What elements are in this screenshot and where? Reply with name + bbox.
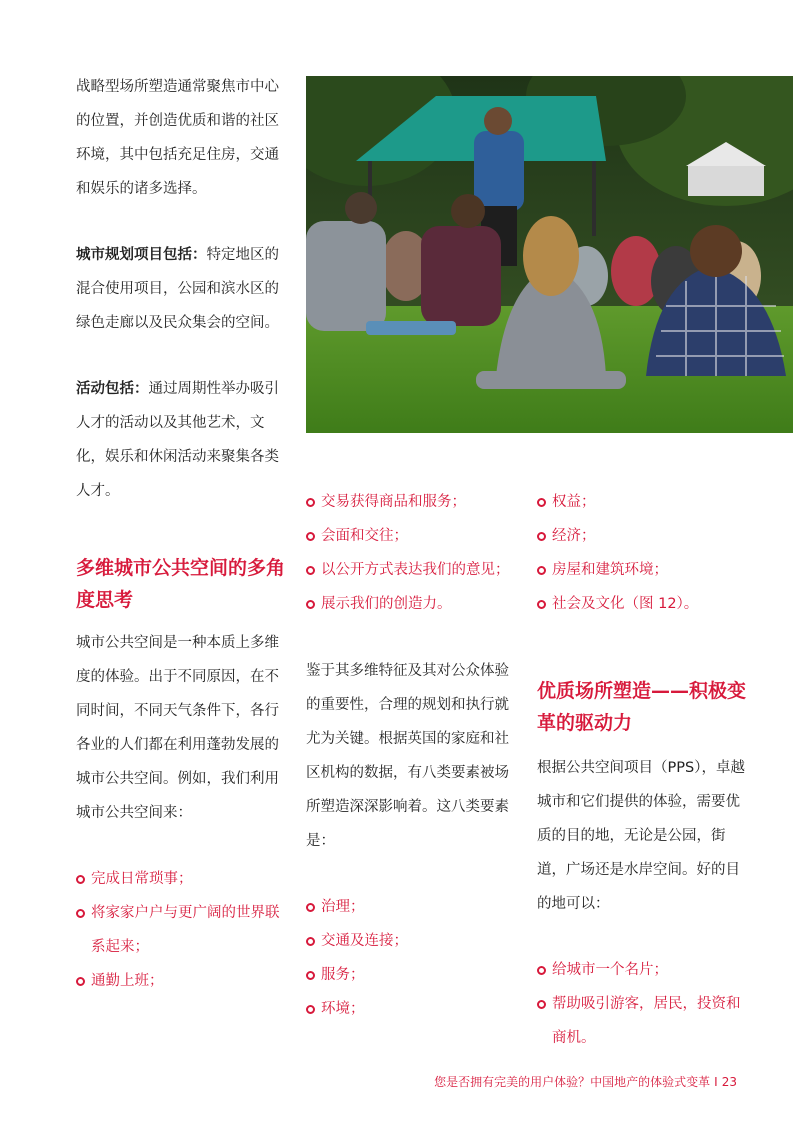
activities-list — [306, 485, 516, 621]
planning-lead: 城市规划项目包括： — [76, 247, 207, 263]
activity-text: 通过周期性举办吸引人才的活动以及其他艺术，文化，娱乐和休闲活动来聚集各类人才。 — [76, 381, 279, 499]
planning-paragraph — [76, 238, 286, 340]
intro-paragraph: 战略型场所塑造通常聚焦市中心的位置，并创造优质和谐的社区环境，其中包括充足住房，交通和娱乐的诸多选择。 — [76, 79, 279, 197]
list-item: 展示我们的创造力。 — [306, 587, 516, 621]
bullet-circle-icon — [306, 937, 315, 946]
page-footer — [434, 1073, 737, 1090]
footer-separator: I — [714, 1075, 718, 1089]
activity-lead: 活动包括： — [76, 381, 149, 397]
page-number: 23 — [721, 1075, 737, 1089]
section-heading-multidimensional: 多维城市公共空间的多角度思考 — [76, 557, 286, 611]
bullet-circle-icon — [537, 1000, 546, 1009]
bullet-circle-icon — [76, 909, 85, 918]
park-crowd-photo — [306, 76, 793, 433]
bullet-circle-icon — [76, 977, 85, 986]
list-item: 服务； — [306, 958, 516, 992]
eight-elements-paragraph: 鉴于其多维特征及其对公众体验的重要性，合理的规划和执行就尤为关键。根据英国的家庭和社区机构的数据，有八类要素被场所塑造深深影响着。这八类要素是： — [306, 663, 509, 849]
column-2 — [306, 485, 516, 1026]
list-item: 权益； — [537, 485, 747, 519]
multidimensional-paragraph: 城市公共空间是一种本质上多维度的体验。出于不同原因，在不同时间，不同天气条件下，各行各业的人们都在利用蓬勃发展的城市公共空间。例如，我们利用城市公共空间来： — [76, 635, 279, 821]
bullet-circle-icon — [306, 600, 315, 609]
list-item: 房屋和建筑环境； — [537, 553, 747, 587]
list-item: 交易获得商品和服务； — [306, 485, 516, 519]
bullet-circle-icon — [306, 498, 315, 507]
bullet-circle-icon — [537, 498, 546, 507]
bullet-circle-icon — [306, 1005, 315, 1014]
list-item: 帮助吸引游客，居民，投资和商机。 — [537, 987, 747, 1055]
elements-list — [306, 890, 516, 1026]
list-item: 通勤上班； — [76, 964, 286, 998]
list-item: 以公开方式表达我们的意见； — [306, 553, 516, 587]
bullet-circle-icon — [537, 532, 546, 541]
list-item: 环境； — [306, 992, 516, 1026]
bullet-circle-icon — [537, 966, 546, 975]
destination-list — [537, 953, 747, 1055]
list-item: 经济； — [537, 519, 747, 553]
section-heading-placemaking: 优质场所塑造——积极变革的驱动力 — [537, 680, 747, 734]
bullet-circle-icon — [76, 875, 85, 884]
list-item: 交通及连接； — [306, 924, 516, 958]
bullet-circle-icon — [306, 532, 315, 541]
list-item: 完成日常琐事； — [76, 862, 286, 896]
bullet-circle-icon — [537, 600, 546, 609]
column-3 — [537, 485, 747, 1055]
list-item: 将家家户户与更广阔的世界联系起来； — [76, 896, 286, 964]
list-item: 会面和交往； — [306, 519, 516, 553]
bullet-circle-icon — [306, 903, 315, 912]
list-item: 治理； — [306, 890, 516, 924]
footer-title: 您是否拥有完美的用户体验？中国地产的体验式变革 — [434, 1075, 711, 1089]
uses-list — [76, 862, 286, 998]
list-item: 给城市一个名片； — [537, 953, 747, 987]
elements-list-continued — [537, 485, 747, 621]
placemaking-paragraph: 根据公共空间项目（PPS），卓越城市和它们提供的体验，需要优质的目的地，无论是公园，街道，广场还是水岸空间。好的目的地可以： — [537, 760, 745, 912]
bullet-circle-icon — [537, 566, 546, 575]
bullet-circle-icon — [306, 566, 315, 575]
list-item: 社会及文化（图 12）。 — [537, 587, 747, 621]
photo-illustration — [306, 76, 793, 433]
column-1 — [76, 70, 286, 998]
activity-paragraph — [76, 372, 286, 508]
planning-text: 特定地区的混合使用项目，公园和滨水区的绿色走廊以及民众集会的空间。 — [76, 247, 279, 331]
bullet-circle-icon — [306, 971, 315, 980]
